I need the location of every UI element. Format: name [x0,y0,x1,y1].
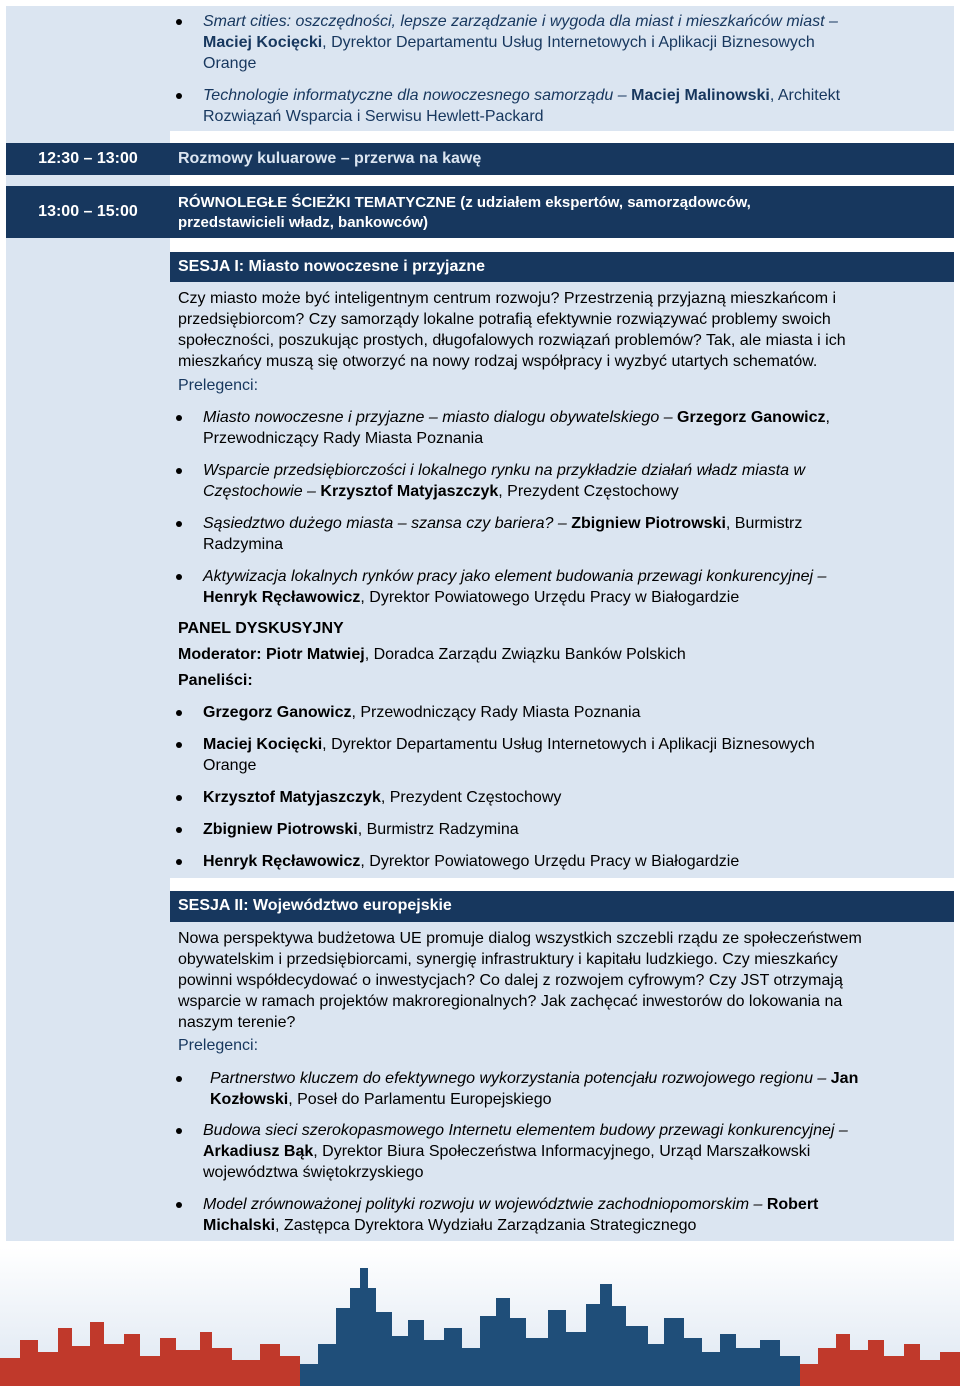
bullet-icon [176,574,182,580]
list-item [203,734,943,776]
desc-line: wsparcie w ramach projektów makroregionalnych? Jak zachęcać inwestorów do lokowania na [178,993,843,1010]
speaker-role: Przewodniczący Rady Miasta Poznania [203,430,484,447]
talk-title: Smart cities: oszczędności, lepsze zarządzanie i wygoda dla miast i mieszkańców miast – [203,13,838,30]
session2-description [178,928,948,1033]
panelist-role: , Przewodniczący Rady Miasta Poznania [351,704,641,721]
panelist-role: , Dyrektor Departamentu Usług Internetowych i Aplikacji Biznesowych [322,736,815,753]
parallel-title: RÓWNOLEGŁE ŚCIEŻKI TEMATYCZNE (z udziałem ekspertów, samorządowców, [178,194,751,211]
session1-speakers-label: Prelegenci: [178,377,259,394]
session2-header [170,891,954,922]
panelist-role-cont: Orange [203,757,257,774]
panelist-name: Maciej Kocięcki [203,736,323,753]
bullet-icon [176,827,182,833]
list-item [203,819,519,840]
speaker-name: Robert [766,1196,819,1213]
bullet-icon [176,93,182,99]
parallel-title-cont: przedstawicieli władz, bankowców) [178,214,429,231]
talk-title: Budowa sieci szerokopasmowego Internetu elementem budowy przewagi konkurencyjnej – [203,1122,848,1139]
desc-line: powinni współdecydować o inwestycjach? Co dalej z rozwojem cyfrowym? Czy JST otrzymają [178,972,843,989]
bullet-icon [176,795,182,801]
speaker-role-cont: województwa świętokrzyskiego [203,1164,424,1181]
panelist-name: Krzysztof Matyjaszczyk [203,789,381,806]
list-item [203,1194,948,1236]
speaker-name: Krzysztof Matyjaszczyk [320,483,499,500]
panelist-role: , Dyrektor Powiatowego Urzędu Pracy w Białogardzie [360,853,740,870]
bullet-icon [176,710,182,716]
session1-header [170,252,954,282]
parallel-time: 13:00 – 15:00 [38,203,138,220]
panel-title: PANEL DYSKUSYJNY [178,620,344,637]
speaker-name-cont: Kozłowski [210,1091,289,1108]
list-item [203,11,943,74]
list-item [203,1120,948,1183]
speaker-name: Henryk Ręcławowicz [203,589,361,606]
desc-line: Czy miasto może być inteligentnym centrum rozwoju? Przestrzenią przyjazną mieszkańcom i [178,290,837,307]
panelist-name: Henryk Ręcławowicz [203,853,361,870]
speaker-name: Jan [830,1070,859,1087]
moderator-name: Moderator: Piotr Matwiej [178,646,365,663]
list-item [203,851,739,872]
list-item [203,702,641,723]
list-item [203,566,948,608]
talk-title: Technologie informatyczne dla nowoczesnego samorządu – [203,87,627,104]
speaker-role: , Architekt [769,87,841,104]
speaker-role: , Zastępca Dyrektora Wydziału Zarządzania Strategicznego [275,1217,697,1234]
desc-line: obywatelskim i przedsiębiorcami, synergię infrastruktury i kapitału ludzkiego. Czy mieszkańcy [178,951,838,968]
list-item [203,460,943,502]
talk-title: Sąsiedztwo dużego miasta – szansa czy bariera? – [203,515,567,532]
speaker-name: Arkadiusz Bąk [203,1143,314,1160]
bullet-icon [176,1202,182,1208]
desc-line: przedsiębiorcom? Czy samorządy lokalne potrafią efektywnie rozwiązywać problemy swoich [178,311,831,328]
desc-line: mieszkańcy muszą się otworzyć na nowy rodzaj współpracy i wyzbyć utartych schematów. [178,353,818,370]
talk-title: Aktywizacja lokalnych rynków pracy jako element budowania przewagi konkurencyjnej – [203,568,827,585]
speaker-role: , Dyrektor Powiatowego Urzędu Pracy w Białogardzie [360,589,740,606]
parallel-tracks-row [6,186,954,238]
list-item [203,513,943,555]
session2-speakers-label: Prelegenci: [178,1037,259,1054]
bullet-icon [176,521,182,527]
bullet-icon [176,468,182,474]
bullet-icon [176,19,182,25]
speaker-role: , Poseł do Parlamentu Europejskiego [288,1091,552,1108]
speaker-role: , Burmistrz [725,515,803,532]
talk-title: Wsparcie przedsiębiorczości i lokalnego rynku na przykładzie działań władz miasta w [203,462,806,479]
speaker-role-cont: Rozwiązań Wsparcia i Serwisu Hewlett-Packard [203,108,544,125]
desc-line: naszym terenie? [178,1014,296,1031]
panelist-role: , Prezydent Częstochowy [380,789,562,806]
list-item [210,1068,945,1110]
moderator-role: , Doradca Zarządu Związku Banków Polskich [364,646,686,663]
speaker-name: Maciej Malinowski [631,87,770,104]
session1-title: SESJA I: Miasto nowoczesne i przyjazne [178,258,486,275]
speaker-role-cont: Orange [203,55,257,72]
list-item [203,85,943,127]
break-time: 12:30 – 13:00 [38,150,138,167]
break-label: Rozmowy kuluarowe – przerwa na kawę [178,150,482,167]
break-row [6,143,954,175]
bullet-icon [176,1128,182,1134]
panelist-name: Zbigniew Piotrowski [203,821,358,838]
bullet-icon [176,1076,182,1082]
bullet-icon [176,415,182,421]
talk-title: Model zrównoważonej polityki rozwoju w województwie zachodniopomorskim – [203,1196,763,1213]
speaker-name-cont: Michalski [203,1217,276,1234]
talk-title: Partnerstwo kluczem do efektywnego wykorzystania potencjału rozwojowego regionu – [210,1070,827,1087]
speaker-name: Zbigniew Piotrowski [571,515,726,532]
list-item [203,787,561,808]
bullet-icon [176,859,182,865]
speaker-role-cont: Radzymina [203,536,284,553]
panelists-label: Paneliści: [178,672,253,689]
speaker-name: Grzegorz Ganowicz [677,409,826,426]
session2-title: SESJA II: Województwo europejskie [178,897,452,914]
moderator-line [178,644,686,665]
list-item: Miasto nowoczesne i przyjazne – miasto dialogu obywatelskiego – Grzegorz Ganowicz, Przewodniczący Rady Miasta Poznania [203,407,943,449]
session1-description [178,288,948,372]
panelist-role: , Burmistrz Radzymina [357,821,519,838]
speaker-role: , Dyrektor Biura Społeczeństwa Informacyjnego, Urząd Marszałkowski [313,1143,811,1160]
speaker-name: Maciej Kocięcki [203,34,323,51]
desc-line: Nowa perspektywa budżetowa UE promuje dialog wszystkich szczebli rządu ze społeczeństwem [178,930,862,947]
speaker-role: , Dyrektor Departamentu Usług Internetowych i Aplikacji Biznesowych [322,34,815,51]
talk-title-cont: Częstochowie – [203,483,316,500]
desc-line: społeczności, poszukując prostych, długofalowych rozwiązań problemów? Tak, ale miasta i ich [178,332,846,349]
talk-title: Miasto nowoczesne i przyjazne – miasto dialogu obywatelskiego – [203,409,673,426]
panelist-name: Grzegorz Ganowicz [203,704,352,721]
bullet-icon [176,742,182,748]
speaker-role: , Prezydent Częstochowy [498,483,679,500]
city-skyline-illustration [0,1248,960,1392]
